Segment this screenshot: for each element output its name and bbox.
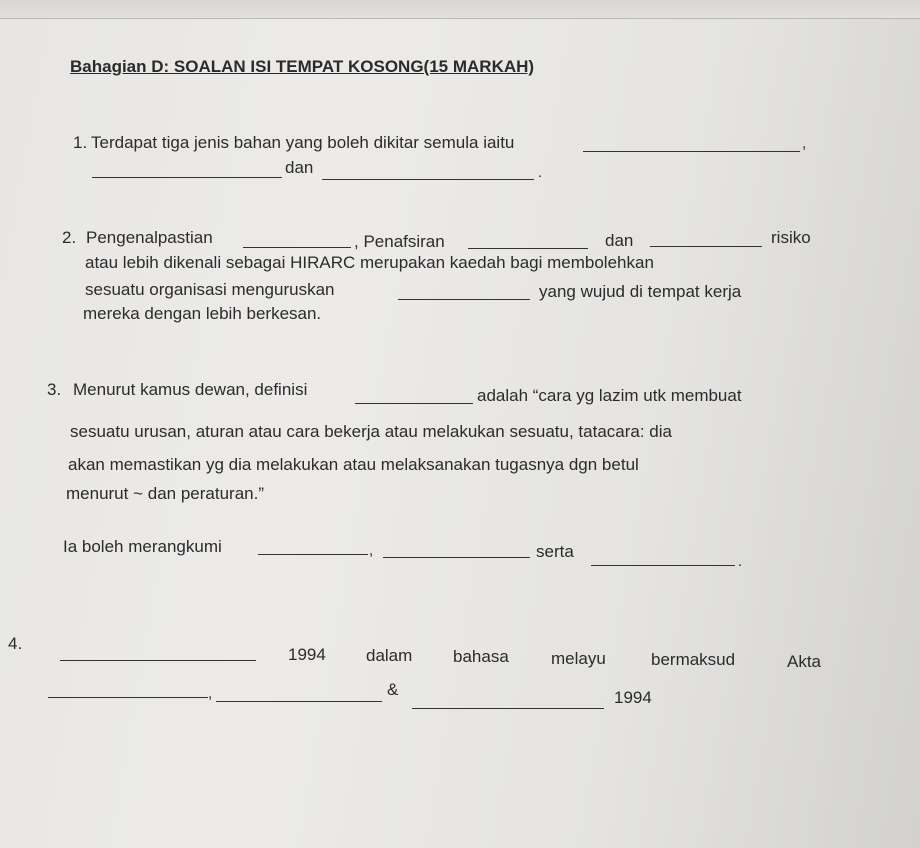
q1-period: . <box>538 164 543 181</box>
q4-blank-3[interactable] <box>216 701 382 702</box>
q2-line-2: atau lebih dikenali sebagai HIRARC merupakan kaedah bagi membolehkan <box>85 253 654 272</box>
q1-text: Terdapat tiga jenis bahan yang boleh dikitar semula iaitu <box>91 133 515 152</box>
q4-word-1994b: 1994 <box>614 688 652 707</box>
q2-word-penafsiran: , Penafsiran <box>354 232 445 251</box>
q2-blank-3[interactable] <box>650 246 762 247</box>
q3-line-4: menurut ~ dan peraturan.” <box>66 484 264 503</box>
q4-comma: , <box>208 685 213 702</box>
q2-word-risiko: risiko <box>771 228 811 247</box>
q2-line-4: mereka dengan lebih berkesan. <box>83 304 322 323</box>
section-heading: Bahagian D: SOALAN ISI TEMPAT KOSONG(15 MARKAH) <box>70 57 535 76</box>
q3-line-1a: Menurut kamus dewan, definisi <box>73 380 308 399</box>
q1-number: 1. <box>73 133 88 152</box>
q4-number: 4. <box>8 634 23 653</box>
q2-line-3b: yang wujud di tempat kerja <box>539 282 742 301</box>
q3-line-1b: adalah “cara yg lazim utk membuat <box>477 386 742 405</box>
q2-line-3a: sesuatu organisasi menguruskan <box>85 280 335 299</box>
q4-blank-1[interactable] <box>60 660 256 661</box>
q3-blank-2[interactable] <box>258 554 368 555</box>
q3-blank-3[interactable] <box>383 557 530 558</box>
q4-word-dalam: dalam <box>366 646 413 665</box>
q3-blank-4[interactable] <box>591 565 735 566</box>
q1-dan: dan <box>285 158 314 177</box>
q2-blank-1[interactable] <box>243 247 351 248</box>
q4-word-melayu: melayu <box>551 649 606 668</box>
paper-fold-edge <box>0 0 920 19</box>
q4-word-bermaksud: bermaksud <box>651 650 736 669</box>
q3-number: 3. <box>47 380 62 399</box>
q2-number: 2. <box>62 228 77 247</box>
q2-blank-2[interactable] <box>468 248 588 249</box>
q1-comma: , <box>802 135 807 152</box>
q4-ampersand: & <box>387 680 399 699</box>
q4-blank-4[interactable] <box>412 708 604 709</box>
q4-word-1994: 1994 <box>288 645 326 664</box>
q1-blank-3[interactable] <box>322 179 534 180</box>
q1-blank-2[interactable] <box>92 177 282 178</box>
q3-line-3: akan memastikan yg dia melakukan atau melaksanakan tugasnya dgn betul <box>68 455 639 474</box>
q4-blank-2[interactable] <box>48 697 208 698</box>
q1-blank-1[interactable] <box>583 151 800 152</box>
q3-line-2: sesuatu urusan, aturan atau cara bekerja atau melakukan sesuatu, tatacara: dia <box>70 422 672 441</box>
q3-serta: serta <box>536 542 574 561</box>
q4-word-akta: Akta <box>787 652 822 671</box>
q2-blank-4[interactable] <box>398 299 530 300</box>
q3-period: . <box>738 553 743 570</box>
q4-word-bahasa: bahasa <box>453 647 509 666</box>
q2-word-pengenalpastian: Pengenalpastian <box>86 228 213 247</box>
q3-blank-1[interactable] <box>355 403 473 404</box>
q2-word-dan: dan <box>605 231 634 250</box>
q3-comma: , <box>369 542 374 559</box>
q3-line-5a: Ia boleh merangkumi <box>63 537 222 556</box>
